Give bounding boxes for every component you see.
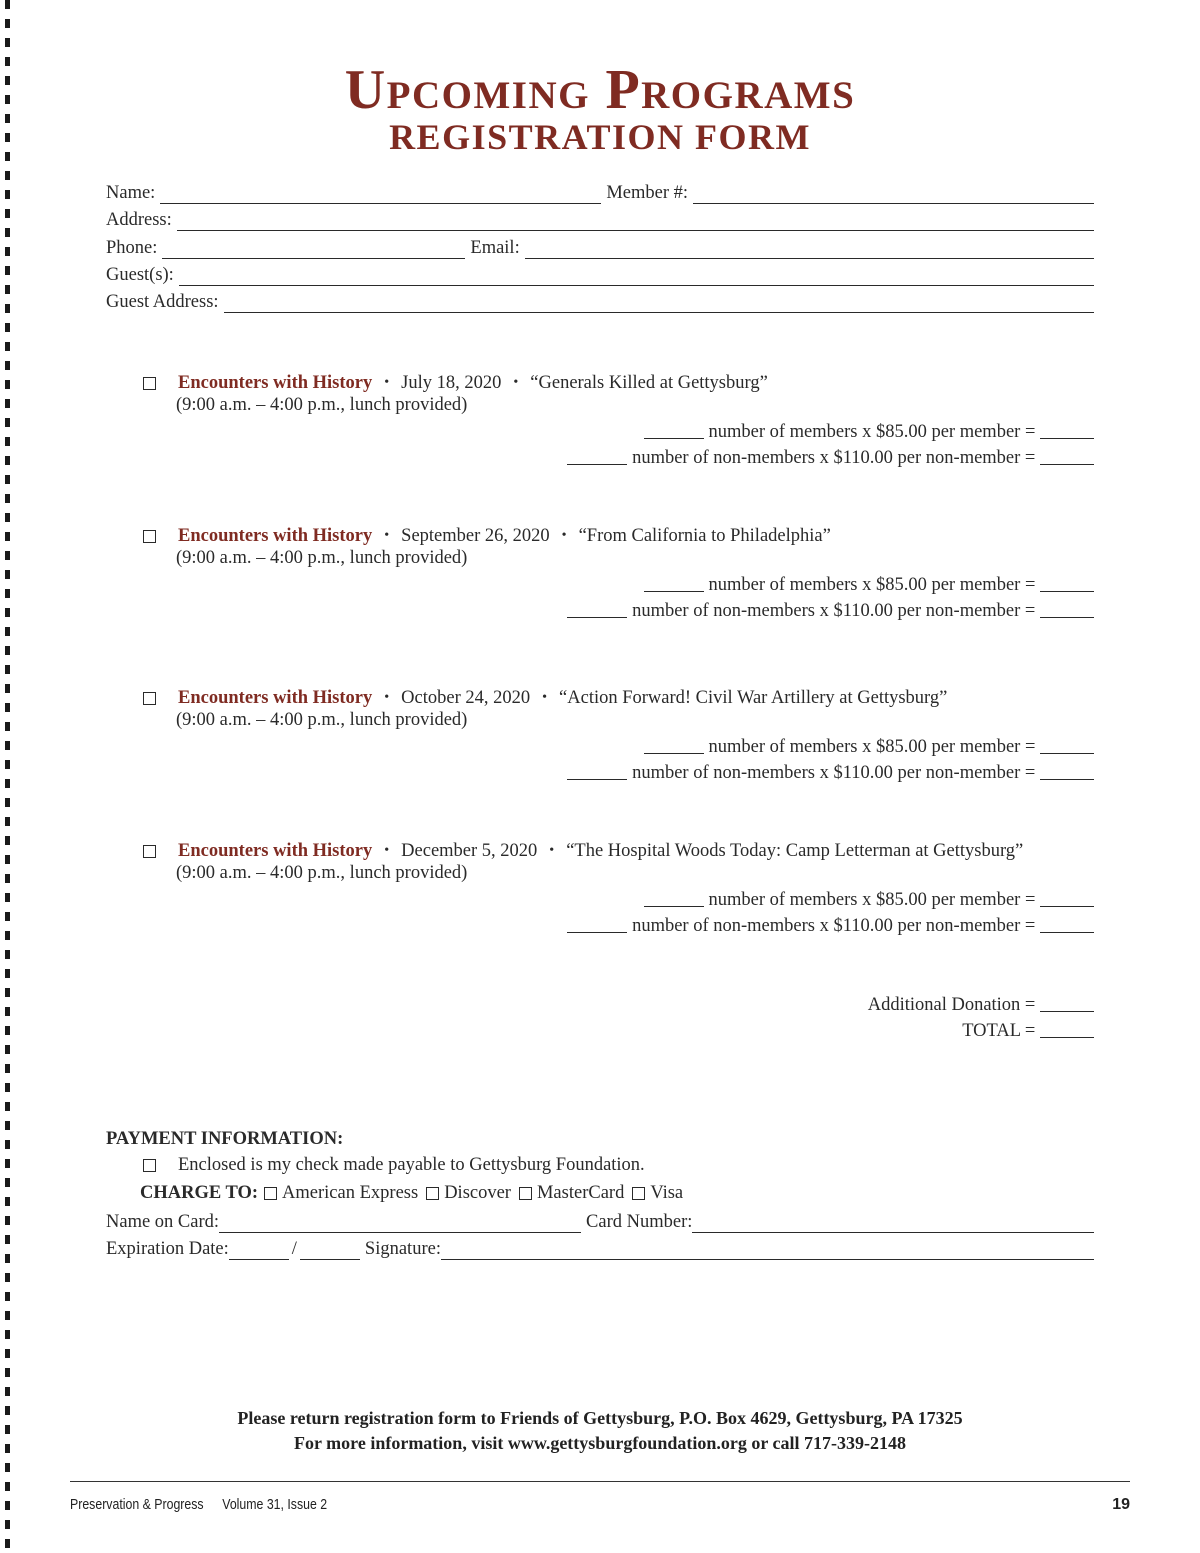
program-date: December 5, 2020 <box>401 840 538 861</box>
card-number-label: Card Number: <box>586 1212 693 1232</box>
nonmember-count-field[interactable] <box>567 602 627 618</box>
check-payment-checkbox[interactable] <box>143 1159 156 1172</box>
program-series: Encounters with History <box>178 840 373 861</box>
nonmember-subtotal-field[interactable] <box>1040 764 1094 780</box>
member-price-text: number of members x $85.00 per member = <box>708 890 1036 910</box>
member-subtotal-field[interactable] <box>1040 891 1094 907</box>
guest-address-field[interactable] <box>224 296 1094 313</box>
program-time: (9:00 a.m. – 4:00 p.m., lunch provided) <box>176 863 468 883</box>
nonmember-price-line <box>140 913 1094 939</box>
member-price-text: number of members x $85.00 per member = <box>708 737 1036 757</box>
program-2-checkbox[interactable] <box>143 530 156 543</box>
publication-name: Preservation & Progress <box>70 1497 204 1513</box>
discover-label: Discover <box>444 1183 511 1203</box>
program-series: Encounters with History <box>178 525 373 546</box>
signature-field[interactable] <box>441 1243 1094 1260</box>
name-on-card-field[interactable] <box>219 1216 581 1233</box>
nonmember-subtotal-field[interactable] <box>1040 602 1094 618</box>
nonmember-price-line <box>140 760 1094 786</box>
mastercard-label: MasterCard <box>536 1183 625 1203</box>
signature-label: Signature: <box>364 1239 441 1259</box>
check-option <box>140 1155 645 1176</box>
program-1 <box>140 371 1094 471</box>
card-number-field[interactable] <box>692 1216 1094 1233</box>
bullet-icon: • <box>384 375 390 390</box>
payment-title: PAYMENT INFORMATION: <box>106 1129 344 1149</box>
nonmember-count-field[interactable] <box>567 764 627 780</box>
phone-row <box>106 237 1094 259</box>
nonmember-price-text: number of non-members x $110.00 per non-member = <box>632 916 1036 936</box>
mastercard-checkbox[interactable] <box>519 1187 532 1200</box>
amex-checkbox[interactable] <box>264 1187 277 1200</box>
nonmember-count-field[interactable] <box>567 449 627 465</box>
card-row <box>106 1211 1094 1233</box>
program-time: (9:00 a.m. – 4:00 p.m., lunch provided) <box>176 548 468 568</box>
total-line <box>868 1018 1094 1044</box>
page-subtitle: REGISTRATION FORM <box>389 117 811 157</box>
amex-label: American Express <box>282 1183 419 1203</box>
total-label: TOTAL = <box>962 1021 1036 1041</box>
program-topic: “Action Forward! Civil War Artillery at Gettysburg” <box>559 687 948 708</box>
name-field[interactable] <box>160 187 601 204</box>
nonmember-price-line <box>140 445 1094 471</box>
page-title: Upcoming Programs <box>344 59 856 121</box>
program-3-checkbox[interactable] <box>143 692 156 705</box>
expiration-year-field[interactable] <box>300 1243 360 1260</box>
donation-field[interactable] <box>1040 996 1094 1012</box>
member-price-line <box>140 887 1094 913</box>
expiration-row <box>106 1238 1094 1260</box>
program-time: (9:00 a.m. – 4:00 p.m., lunch provided) <box>176 710 468 730</box>
guest-address-label: Guest Address: <box>106 292 219 312</box>
nonmember-subtotal-field[interactable] <box>1040 449 1094 465</box>
member-count-field[interactable] <box>644 423 704 439</box>
address-label: Address: <box>106 210 172 230</box>
return-note: Please return registration form to Friends of Gettysburg, P.O. Box 4629, Gettysburg, PA 17325 <box>237 1408 963 1428</box>
expiration-month-field[interactable] <box>229 1243 289 1260</box>
email-field[interactable] <box>525 242 1094 259</box>
charge-to-row <box>140 1183 685 1204</box>
page-number: 19 <box>1112 1496 1130 1513</box>
nonmember-price-text: number of non-members x $110.00 per non-member = <box>632 763 1036 783</box>
member-price-text: number of members x $85.00 per member = <box>708 575 1036 595</box>
program-4 <box>140 839 1094 939</box>
bullet-icon: • <box>513 375 519 390</box>
publication-info <box>70 1497 327 1513</box>
donation-label: Additional Donation = <box>867 995 1036 1015</box>
program-date: October 24, 2020 <box>401 687 531 708</box>
guests-row <box>106 264 1094 286</box>
member-price-line <box>140 572 1094 598</box>
nonmember-price-text: number of non-members x $110.00 per non-member = <box>632 448 1036 468</box>
member-subtotal-field[interactable] <box>1040 423 1094 439</box>
nonmember-count-field[interactable] <box>567 917 627 933</box>
program-topic: “The Hospital Woods Today: Camp Letterman at Gettysburg” <box>566 840 1024 861</box>
footer-rule <box>70 1481 1130 1482</box>
bullet-icon: • <box>384 843 390 858</box>
nonmember-price-text: number of non-members x $110.00 per non-member = <box>632 601 1036 621</box>
donation-line <box>868 992 1094 1018</box>
program-date: September 26, 2020 <box>401 525 550 546</box>
name-row <box>106 182 1094 204</box>
member-price-text: number of members x $85.00 per member = <box>708 422 1036 442</box>
check-payment-label: Enclosed is my check made payable to Gettysburg Foundation. <box>178 1155 645 1175</box>
name-on-card-label: Name on Card: <box>106 1212 220 1232</box>
guests-field[interactable] <box>179 269 1094 286</box>
member-count-field[interactable] <box>644 738 704 754</box>
member-count-field[interactable] <box>644 576 704 592</box>
program-series: Encounters with History <box>178 372 373 393</box>
program-date: July 18, 2020 <box>401 372 502 393</box>
guests-label: Guest(s): <box>106 265 174 285</box>
expiration-slash: / <box>291 1239 297 1259</box>
cut-line <box>5 0 10 1553</box>
phone-label: Phone: <box>106 238 158 258</box>
publication-volume: Volume 31, Issue 2 <box>222 1497 328 1513</box>
member-subtotal-field[interactable] <box>1040 738 1094 754</box>
program-time: (9:00 a.m. – 4:00 p.m., lunch provided) <box>176 395 468 415</box>
program-topic: “Generals Killed at Gettysburg” <box>530 372 768 393</box>
program-1-checkbox[interactable] <box>143 377 156 390</box>
program-4-checkbox[interactable] <box>143 845 156 858</box>
bullet-icon: • <box>549 843 555 858</box>
member-price-line <box>140 734 1094 760</box>
bullet-icon: • <box>542 690 548 705</box>
program-2 <box>140 524 1094 624</box>
member-price-line <box>140 419 1094 445</box>
address-field[interactable] <box>177 214 1094 231</box>
total-field[interactable] <box>1040 1022 1094 1038</box>
address-row <box>106 209 1094 231</box>
guest-address-row <box>106 291 1094 313</box>
totals-block <box>868 992 1094 1044</box>
visa-label: Visa <box>650 1183 684 1203</box>
expiration-label: Expiration Date: <box>106 1239 229 1259</box>
name-label: Name: <box>106 183 156 203</box>
program-topic: “From California to Philadelphia” <box>578 525 831 546</box>
info-note: For more information, visit www.gettysburgfoundation.org or call 717-339-2148 <box>294 1433 906 1453</box>
discover-checkbox[interactable] <box>426 1187 439 1200</box>
member-subtotal-field[interactable] <box>1040 576 1094 592</box>
bullet-icon: • <box>561 528 567 543</box>
member-number-field[interactable] <box>693 187 1094 204</box>
phone-field[interactable] <box>162 242 465 259</box>
nonmember-subtotal-field[interactable] <box>1040 917 1094 933</box>
nonmember-price-line <box>140 598 1094 624</box>
program-series: Encounters with History <box>178 687 373 708</box>
bullet-icon: • <box>384 528 390 543</box>
member-label: Member #: <box>606 183 688 203</box>
visa-checkbox[interactable] <box>632 1187 645 1200</box>
email-label: Email: <box>470 238 520 258</box>
bullet-icon: • <box>384 690 390 705</box>
member-count-field[interactable] <box>644 891 704 907</box>
charge-to-label: CHARGE TO: <box>140 1183 259 1203</box>
program-3 <box>140 686 1094 786</box>
